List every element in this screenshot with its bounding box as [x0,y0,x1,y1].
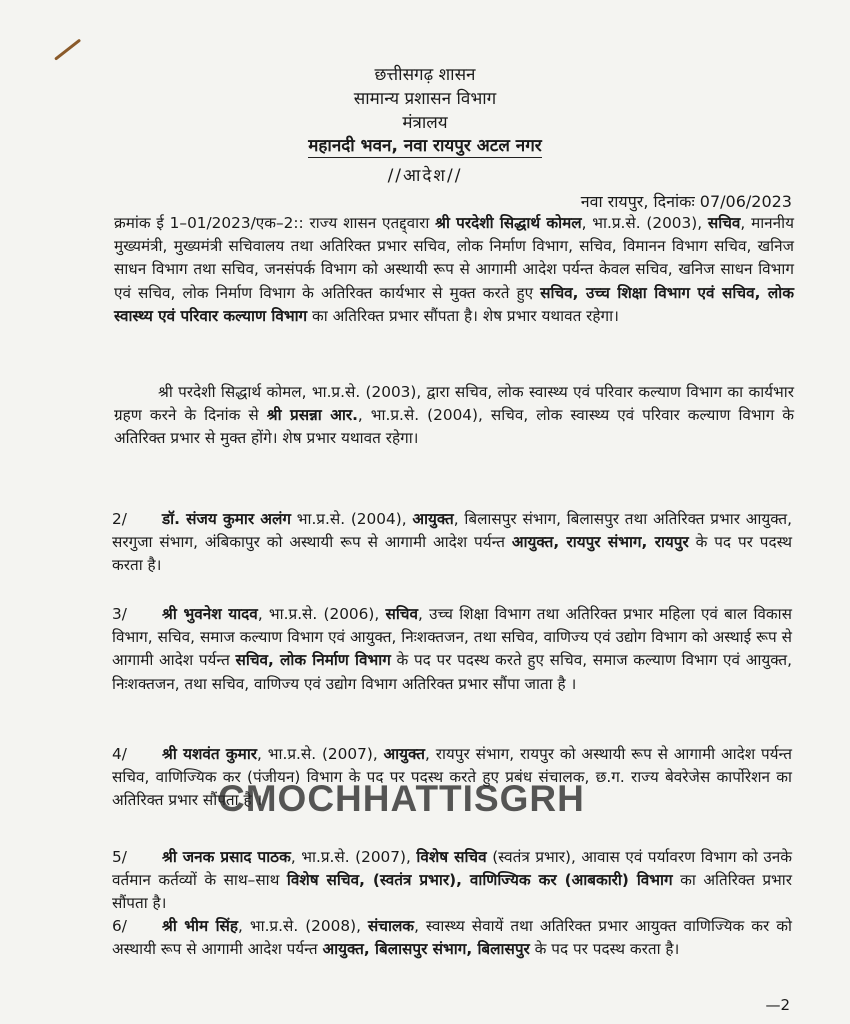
date-line: नवा रायपुर, दिनांकः 07/06/2023 [580,192,792,211]
header-government: छत्तीसगढ़ शासन [374,65,476,85]
pen-mark [54,39,81,61]
order-title: //आदेश// [387,166,463,186]
paragraph-3: 2/ डॉ. संजय कुमार अलंग भा.प्र.से. (2004), आयुक्त, बिलासपुर संभाग, बिलासपुर तथा अतिरिक्त प्रभार आयुक्त, सरगुजा संभाग, अंबिकापुर को अस्थायी रूप से आगामी आदेश पर्यन्त आयुक्त, रायपुर संभाग, रायपुर के पद पर पदस्थ करता है। [112,510,792,575]
paragraph-2: श्री परदेशी सिद्धार्थ कोमल, भा.प्र.से. (2003), द्वारा सचिव, लोक स्वास्थ्य एवं परिवार कल्याण विभाग का कार्यभार ग्रहण करने के दिनांक से श्री प्रसन्ना आर., भा.प्र.से. (2004), सचिव, लोक स्वास्थ्य एवं परिवार कल्याण विभाग के अतिरिक्त प्रभार से मुक्त होंगे। शेष प्रभार यथावत रहेगा। [114,383,795,448]
paragraph-4: 3/ श्री भुवनेश यादव, भा.प्र.से. (2006), सचिव, उच्च शिक्षा विभाग तथा अतिरिक्त प्रभार महिला एवं बाल विकास विभाग, सचिव, समाज कल्याण विभाग एवं आयुक्त, निःशक्तजन, तथा सचिव, वाणिज्य एवं उद्योग विभाग को अस्थाई रूप से आगामी आदेश पर्यन्त सचिव, लोक निर्माण विभाग के पद पर पदस्थ करते हुए सचिव, समाज कल्याण विभाग एवं आयुक्त, निःशक्तजन, तथा सचिव, वाणिज्य एवं उद्योग विभाग अतिरिक्त प्रभार सौंपा जाता है । [112,605,792,693]
paragraph-1: क्रमांक ई 1–01/2023/एक–2:: राज्य शासन एतद्द्वारा श्री परदेशी सिद्धार्थ कोमल, भा.प्र.से. (2003), सचिव, माननीय मुख्यमंत्री, मुख्यमंत्री सचिवालय तथा अतिरिक्त प्रभार सचिव, लोक निर्माण विभाग, सचिव, विमानन विभाग सचिव, खनिज साधन विभाग तथा सचिव, जनसंपर्क विभाग को अस्थायी रूप से आगामी आदेश पर्यन्त केवल सचिव, खनिज साधन विभाग एवं सचिव, लोक निर्माण विभाग के अतिरिक्त कार्यभार से मुक्त करते हुए सचिव, उच्च शिक्षा विभाग एवं सचिव, लोक स्वास्थ्य एवं परिवार कल्याण विभाग का अतिरिक्त प्रभार सौंपता है। शेष प्रभार यथावत रहेगा। [114,214,794,325]
header-ministry: मंत्रालय [402,113,448,133]
paragraph-5: 4/ श्री यशवंत कुमार, भा.प्र.से. (2007), आयुक्त, रायपुर संभाग, रायपुर को अस्थायी रूप से आगामी आदेश पर्यन्त सचिव, वाणिज्यिक कर (पंजीयन) विभाग के पद पर पदस्थ करते हुए प्रबंध संचालक, छ.ग. राज्य बेवरेजेस कार्पोरेशन का अतिरिक्त प्रभार सौंपता है । [112,745,792,810]
watermark: CMOCHHATTISGRH [218,778,585,819]
header-address: महानदी भवन, नवा रायपुर अटल नगर [0,133,850,158]
next-page-ref: —2 [765,996,790,1014]
header-department: सामान्य प्रशासन विभाग [353,89,497,109]
paragraph-7: 6/ श्री भीम सिंह, भा.प्र.से. (2008), संचालक, स्वास्थ्य सेवायें तथा अतिरिक्त प्रभार आयुक्त वाणिज्यिक कर को अस्थायी रूप से आगामी आदेश पर्यन्त आयुक्त, बिलासपुर संभाग, बिलासपुर के पद पर पदस्थ करता है। [112,917,792,959]
paragraph-6: 5/ श्री जनक प्रसाद पाठक, भा.प्र.से. (2007), विशेष सचिव (स्वतंत्र प्रभार), आवास एवं पर्यावरण विभाग को उनके वर्तमान कर्तव्यों के साथ–साथ विशेष सचिव, (स्वतंत्र प्रभार), वाणिज्यिक कर (आबकारी) विभाग का अतिरिक्त प्रभार सौंपता है। [112,848,792,913]
